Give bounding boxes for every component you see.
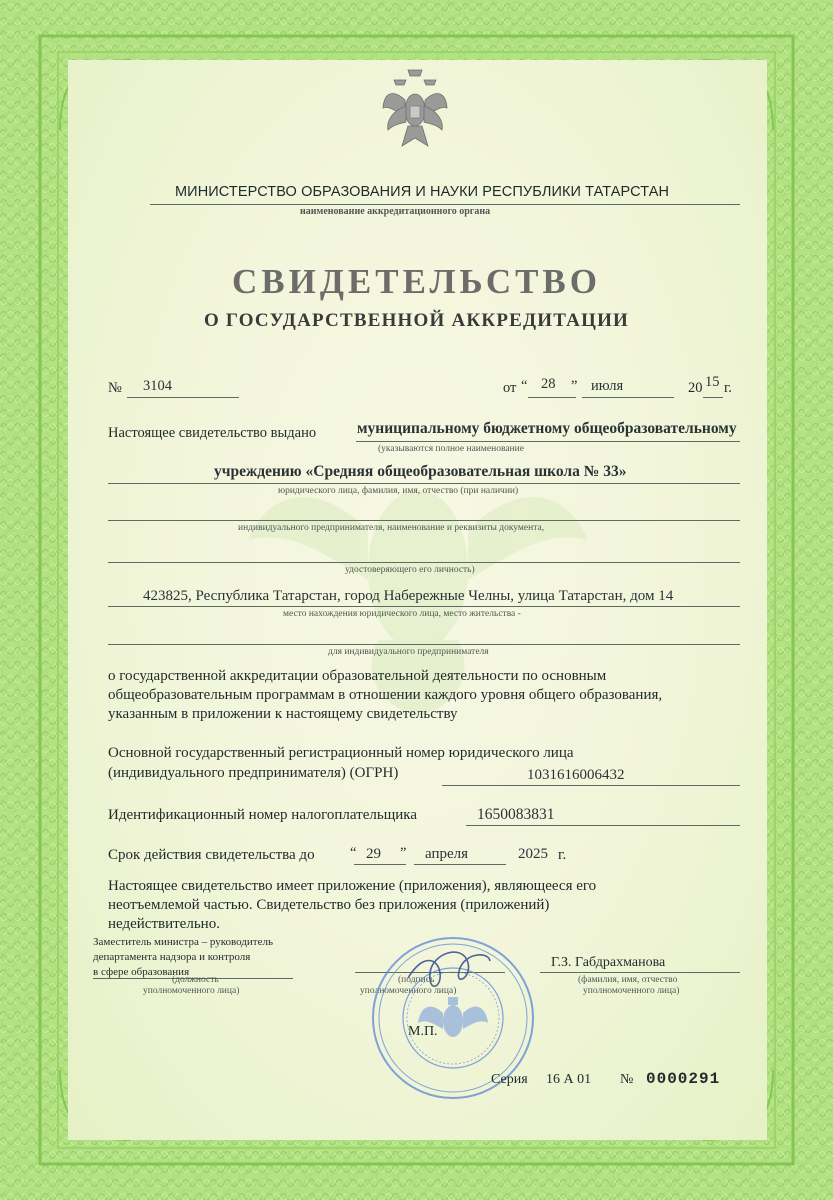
address-underline [108,606,740,607]
caption-name-2: уполномоченного лица) [583,986,680,996]
validity-month: апреля [425,846,469,862]
seal-place-label: М.П. [408,1024,438,1039]
accreditation-line-1: о государственной аккредитации образовательной деятельности по основным [108,668,607,684]
signer-position-line1: Заместитель министра – руководитель [93,936,273,948]
form-number: 0000291 [646,1070,721,1088]
series-label: Серия [491,1072,528,1087]
appendix-line-3: недействительно. [108,916,220,932]
year-suffix: 15 [705,374,720,390]
certificate-title: СВИДЕТЕЛЬСТВО [231,262,602,301]
caption-address: место нахождения юридического лица, место жительства - [283,609,521,619]
caption-identity: удостоверяющего его личность) [345,565,475,575]
date-quote-close: ” [571,378,578,394]
appendix-line-1: Настоящее свидетельство имеет приложение (приложения), являющееся его [108,878,597,894]
day-underline [528,397,576,398]
series-value: 16 А 01 [546,1072,592,1087]
issued-underline-1 [356,441,740,442]
caption-position-2: уполномоченного лица) [143,986,240,996]
number-underline [127,397,239,398]
signer-position-line3: в сфере образования [93,966,190,978]
ogrn-value: 1031616006432 [527,767,625,783]
issued-underline-3 [108,520,740,521]
number-sign: № [108,380,122,396]
issued-label: Настоящее свидетельство выдано [108,425,317,441]
month-underline [582,397,674,398]
year-prefix: 20 [688,380,703,396]
from-label: от [503,380,517,396]
year-underline [703,397,723,398]
validity-day: 29 [366,846,381,862]
caption-entrepreneur-2: для индивидуального предпринимателя [328,647,489,657]
signer-name: Г.З. Габдрахманова [551,955,666,970]
validity-day-underline [354,864,406,865]
date-quote-open: “ [521,378,528,394]
validity-year-unit: г. [558,847,567,863]
inn-label: Идентификационный номер налогоплательщика [108,807,418,823]
caption-sign-2: уполномоченного лица) [360,986,457,996]
ogrn-label-line2: (индивидуального предпринимателя) (ОГРН) [108,765,399,781]
caption-full-name: (указываются полное наименование [378,444,524,454]
ministry-name: МИНИСТЕРСТВО ОБРАЗОВАНИЯ И НАУКИ РЕСПУБЛИКИ ТАТАРСТАН [175,184,670,200]
signer-position-line2: департамента надзора и контроля [93,951,251,963]
accreditation-line-2: общеобразовательным программам в отношении каждого уровня общего образования, [108,687,663,703]
address-value: 423825, Республика Татарстан, город Набережные Челны, улица Татарстан, дом 14 [143,588,674,604]
signer-underline [540,972,740,973]
issued-underline-2 [108,483,740,484]
caption-legal-entity: юридического лица, фамилия, имя, отчество (при наличии) [278,486,519,496]
year-unit: г. [724,380,732,396]
caption-name-1: (фамилия, имя, отчество [578,975,678,985]
ogrn-label-line1: Основной государственный регистрационный номер юридического лица [108,745,574,761]
caption-position-1: (должность [172,975,219,985]
certificate-subtitle: О ГОСУДАРСТВЕННОЙ АККРЕДИТАЦИИ [203,310,630,331]
caption-sign-1: (подпись [398,975,435,985]
institution-name-line2: учреждению «Средняя общеобразовательная школа № 33» [214,463,627,480]
inn-value: 1650083831 [477,806,555,823]
ministry-caption: наименование аккредитационного органа [300,206,491,217]
issued-underline-4 [108,562,740,563]
certificate-number: 3104 [143,378,172,394]
address-underline-2 [108,644,740,645]
validity-label: Срок действия свидетельства до [108,847,315,863]
form-number-sign: № [620,1072,634,1087]
validity-quote-open: “ [350,845,357,861]
validity-month-underline [414,864,506,865]
caption-entrepreneur: индивидуального предпринимателя, наименование и реквизиты документа, [238,523,545,533]
ogrn-underline [442,785,740,786]
coat-of-arms-icon [382,66,448,150]
issue-month: июля [591,378,624,394]
appendix-line-2: неотъемлемой частью. Свидетельство без приложения (приложений) [108,897,550,913]
institution-name-line1: муниципальному бюджетному общеобразовательному [357,420,737,437]
inn-underline [466,825,740,826]
issue-day: 28 [541,376,556,392]
accreditation-line-3: указанным в приложении к настоящему свидетельству [108,706,458,722]
validity-year: 2025 [518,846,548,862]
ministry-underline [150,204,740,205]
validity-quote-close: ” [400,845,407,861]
